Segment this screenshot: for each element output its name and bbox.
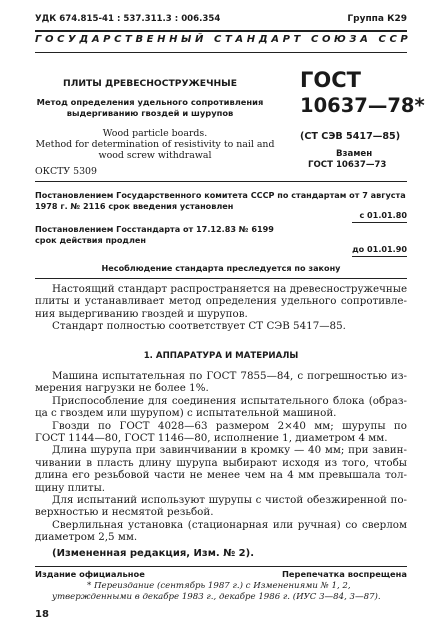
body-line: ца с гвоздем или шурупом) с испытательной машиной. [35,407,337,420]
intro-line: плиты и устанавливает метод определения удельного сопротивле- [35,295,407,308]
gost-number: 10637—78* [300,94,425,117]
body-line: Для испытаний используют шурупы с чистой обезжиренной по- [52,494,407,507]
reprint-prohibited: Перепечатка воспрещена [281,569,407,579]
reissue-footnote [35,581,407,603]
decree-2 [35,224,274,246]
title-rule [35,181,407,182]
extension-date-rule [352,256,407,257]
decree-1-line: Постановлением Государственного комитета СССР по стандартам от 7 августа [35,190,406,200]
compliance-statement: Стандарт полностью соответствует СТ СЭВ 5417—85. [52,320,346,333]
udk-code: УДК 674.815-41 : 537.311.3 : 006.354 [35,14,221,24]
body-line: чивании в пласть длину шурупа выбирают исходя из того, чтобы [35,456,407,469]
top-rule [35,30,407,32]
body-line: Приспособление для соединения испытательного блока (образ- [52,394,407,407]
extension-date: до 01.01.90 [352,244,407,254]
english-title-line: Method for determination of resistivity to nail and [35,139,275,150]
english-title-line: Wood particle boards. [102,128,208,139]
gost-label: ГОСТ [300,68,361,92]
footnote-line: * Переиздание (сентябрь 1987 г.) с Изменениями № 1, 2, [87,581,351,591]
body-line: верхностью и несмятой резьбой. [35,506,214,519]
effective-date: с 01.01.80 [359,210,407,220]
st-sev-reference: (СТ СЭВ 5417—85) [300,131,401,142]
replaces-value: ГОСТ 10637—73 [308,160,387,170]
decree-2-line: Постановлением Госстандарта от 17.12.83 № 6199 [35,224,274,234]
footnote-line: утвержденными в декабре 1983 г., декабре 1986 г. (ИУС 3—84, 3—87). [52,592,381,602]
body-line: Машина испытательная по ГОСТ 7855—84, с погрешностью из- [52,370,407,382]
okstu-code: ОКСТУ 5309 [35,166,97,177]
intro-line: Настоящий стандарт распространяется на древесностружечные [52,283,408,295]
body-line: ГОСТ 1144—80, ГОСТ 1146—80, исполнение 1, диаметром 4 мм. [35,432,388,445]
document-title: ПЛИТЫ ДРЕВЕСНОСТРУЖЕЧНЫЕ [63,78,237,89]
decree-1 [35,190,406,212]
banner-rule [35,52,407,53]
intro-paragraph [35,283,407,333]
body-line: диаметром 2,5 мм. [35,531,138,544]
english-title [35,128,275,161]
section-heading: 1. АППАРАТУРА И МАТЕРИАЛЫ [143,351,299,361]
section-1-body [35,370,407,544]
body-line: мерения нагрузки не более 1%. [35,382,209,395]
decree-rule [35,278,407,279]
method-title-line: Метод определения удельного сопротивления [36,97,264,107]
legal-warning: Несоблюдение стандарта преследуется по закону [101,263,341,273]
body-line: щину плиты. [35,481,106,494]
revision-note: (Измененная редакция, Изм. № 2). [52,548,255,559]
effective-date-rule [352,222,407,223]
decree-1-line: 1978 г. № 2116 срок введения установлен [35,201,234,211]
method-title [35,97,265,118]
body-line: длина его резьбовой части не менее чем на 4 мм превышала тол- [35,469,407,482]
intro-line: ния выдергиванию гвоздей и шурупов. [35,307,248,320]
body-line: Длина шурупа при завинчивании в кромку — 40 мм; при завин- [52,444,407,457]
group-code: Группа К29 [347,14,407,24]
footer-rule [35,566,407,567]
body-line: Сверлильная установка (стационарная или ручная) со сверлом [52,518,407,531]
decree-2-line: срок действия продлен [35,235,146,245]
method-title-line: выдергиванию гвоздей и шурупов [66,107,234,118]
english-title-line: wood screw withdrawal [98,150,212,161]
official-edition: Издание официальное [35,569,145,579]
standard-banner: ГОСУДАРСТВЕННЫЙ СТАНДАРТ СОЮЗА ССР [35,34,412,45]
body-line: Гвозди по ГОСТ 4028—63 размером 2×40 мм; шурупы по [52,419,407,432]
replaces-label: Взамен [336,149,373,159]
page-number: 18 [35,609,49,620]
